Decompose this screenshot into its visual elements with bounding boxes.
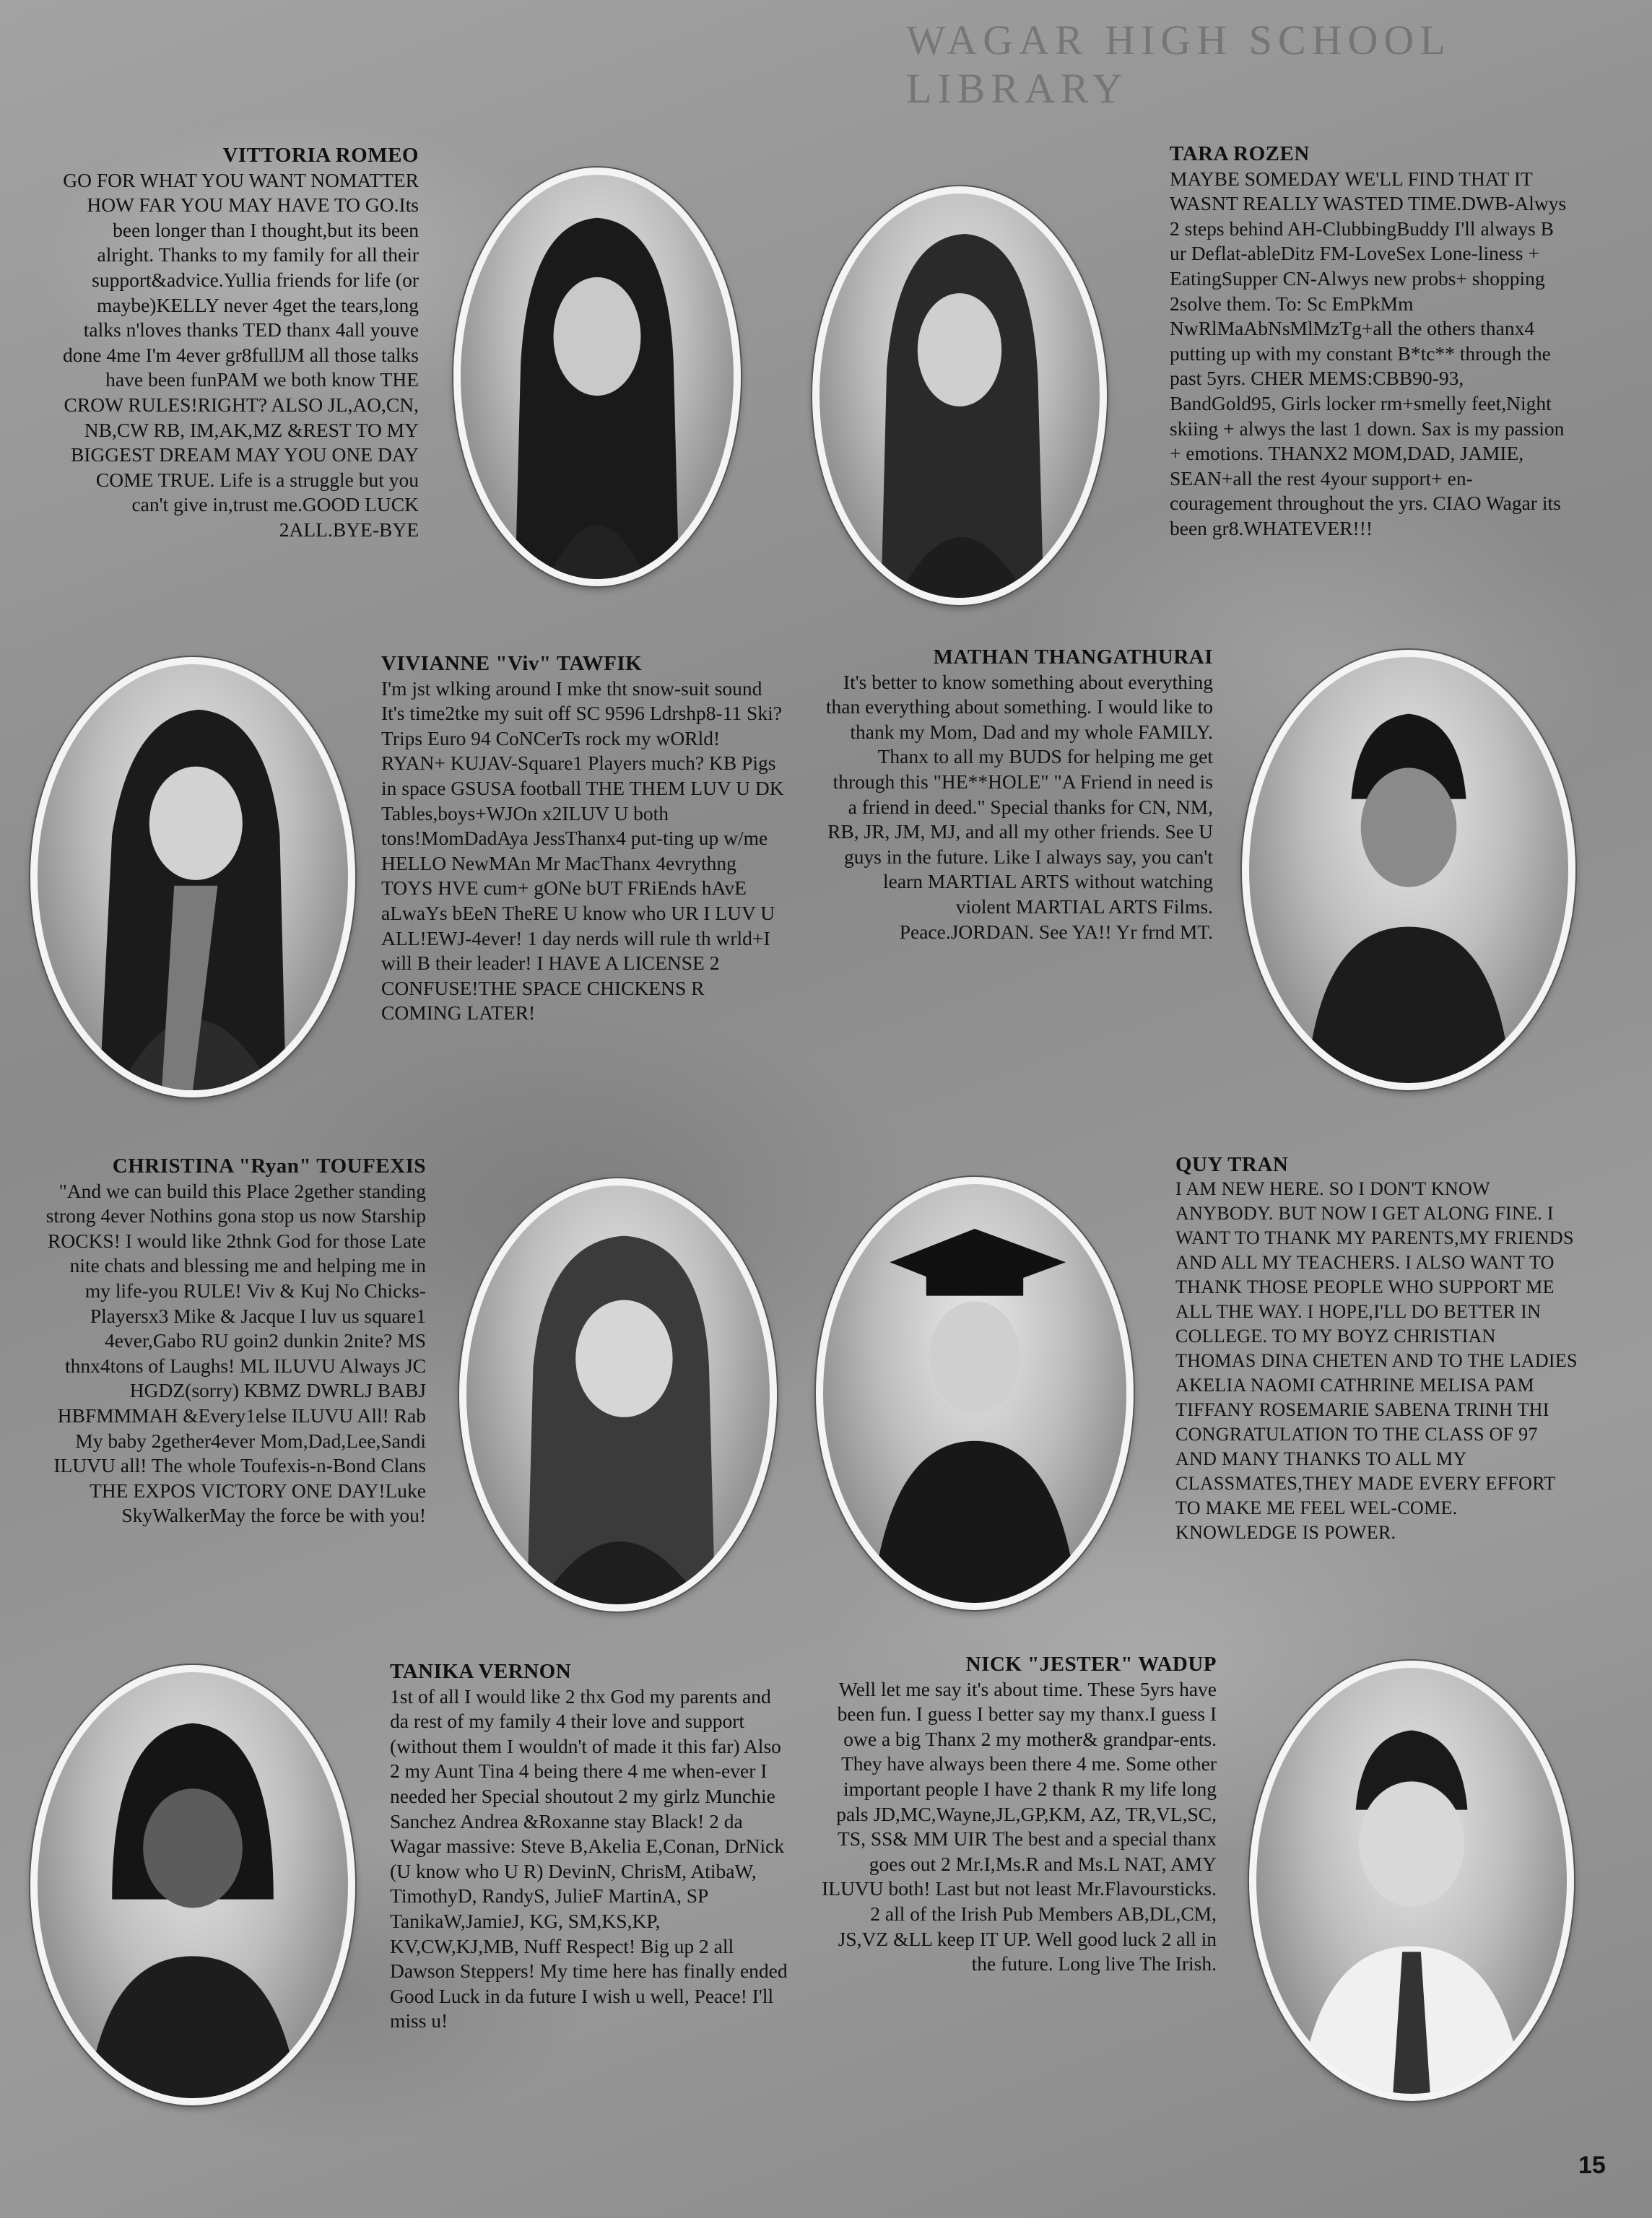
portrait-tanika-vernon <box>30 1665 355 2105</box>
page-number: 15 <box>1578 2152 1606 2179</box>
entry-vivianne-tawfik <box>381 651 786 1026</box>
student-name: QUY TRAN <box>1175 1153 1289 1176</box>
student-message: It's better to know something about everything than everything about something. I would like to thank my Mom, Dad and my whole FAMILY. Thanx to all my BUDS for helping me get through this "HE**HOLE" "A Friend in need is a friend in deed." Special thanks for CN, NM, RB, JR, JM, MJ, and all my other friends. See U guys in the future. Like I always say, you can't learn MARTIAL ARTS without watching violent MARTIAL ARTS Films. Peace.JORDAN. See YA!! Yr frnd MT. <box>825 670 1213 943</box>
entry-quy-tran <box>1175 1152 1580 1545</box>
entry-mathan-thangathurai <box>823 645 1213 944</box>
student-message: GO FOR WHAT YOU WANT NOMATTER HOW FAR YOU MAY HAVE TO GO.Its been longer than I thought,but its been alright. Thanks to my family for all their support&advice.Yullia friends for life (or maybe)KELLY never 4get the tears,long talks n'loves thanks TED thanx 4all youve done 4me I'm 4ever gr8fullJM all those talks have been funPAM we both know THE CROW RULES!RIGHT? ALSO JL,AO,CN, NB,CW RB, IM,AK,MZ &REST TO MY BIGGEST DREAM MAY YOU ONE DAY COME TRUE. Life is a struggle but you can't give in,trust me.GOOD LUCK 2ALL.BYE-BYE <box>63 168 419 541</box>
student-name: MATHAN THANGATHURAI <box>933 645 1213 669</box>
portrait-quy-tran <box>816 1177 1134 1610</box>
portrait-vivianne-tawfik <box>30 657 355 1097</box>
student-name: VIVIANNE "Viv" TAWFIK <box>381 652 643 675</box>
library-stamp: WAGAR HIGH SCHOOL LIBRARY <box>906 17 1450 112</box>
entry-vittoria-romeo <box>58 143 419 543</box>
student-name: TARA ROZEN <box>1170 142 1310 165</box>
student-message: MAYBE SOMEDAY WE'LL FIND THAT IT WASNT REALLY WASTED TIME.DWB-Alwys 2 steps behind AH-ClubbingBuddy I'll always B ur Deflat-ableDitz FM-LoveSex Lone-liness + EatingSupper CN-Alwys new probs+ shopping 2solve them. To: Sc EmPkMm NwRlMaAbNsMlMzTg+all the others thanx4 putting up with my constant B*tc** through the past 5yrs. CHER MEMS:CBB90-93, BandGold95, Girls locker rm+smelly feet,Night skiing + alwys the last 1 down. Sax is my passion + emotions. THANX2 MOM,DAD, JAMIE, SEAN+all the rest 4your support+ en-couragement throughout the yrs. CIAO Wagar its been gr8.WHATEVER!!! <box>1170 167 1567 539</box>
student-name: CHRISTINA "Ryan" TOUFEXIS <box>112 1154 426 1178</box>
portrait-tara-rozen <box>812 186 1107 605</box>
student-name: TANIKA VERNON <box>390 1660 572 1683</box>
student-message: 1st of all I would like 2 thx God my parents and da rest of my family 4 their love and support (without them I wouldn't of made it this far) Also 2 my Aunt Tina 4 being there 4 me when-ever I needed her Special shoutout 2 my girlz Munchie Sanchez Andrea &Roxanne stay Black! 2 da Wagar massive: Steve B,Akelia E,Conan, DrNick (U know who U R) DevinN, ChrisM, AtibaW, TimothyD, RandyS, JulieF MartinA, SP TanikaW,JamieJ, KG, SM,KS,KP, KV,CW,KJ,MB, Nuff Respect! Big up 2 all Dawson Steppers! My time here has finally ended Good Luck in da future I wish u well, Peace! I'll miss u! <box>390 1684 788 2032</box>
entry-tanika-vernon <box>390 1659 791 2034</box>
portrait-nick-wadup <box>1249 1661 1574 2101</box>
student-message: Well let me say it's about time. These 5yrs have been fun. I guess I better say my thanx.I guess I owe a big Thanx 2 my mother& grandpar-ents. They have always been there 4 me. Some other important people I have 2 thank R my life long pals JD,MC,Wayne,JL,GP,KM, AZ, TR,VL,SC, TS, SS& MM UIR The best and a special thanx goes out 2 Mr.I,Ms.R and Ms.L NAT, AMY ILUVU both! Last but not least Mr.Flavoursticks. 2 all of the Irish Pub Members AB,DL,CM, JS,VZ &LL keep IT UP. Well good luck 2 all in the future. Long live The Irish. <box>822 1677 1217 1975</box>
entry-tara-rozen <box>1170 142 1574 542</box>
student-name: VITTORIA ROMEO <box>222 144 419 167</box>
portrait-vittoria-romeo <box>453 168 741 586</box>
student-name: NICK "JESTER" WADUP <box>965 1653 1217 1676</box>
student-message: I AM NEW HERE. SO I DON'T KNOW ANYBODY. BUT NOW I GET ALONG FINE. I WANT TO THANK MY PARENTS,MY FRIENDS AND ALL MY TEACHERS. I ALSO WANT TO THANK THOSE PEOPLE WHO SUPPORT ME ALL THE WAY. I HOPE,I'LL DO BETTER IN COLLEGE. TO MY BOYZ CHRISTIAN THOMAS DINA CHETEN AND TO THE LADIES AKELIA NAOMI CATHRINE MELISA PAM TIFFANY ROSEMARIE SABENA TRINH THI CONGRATULATION TO THE CLASS OF 97 AND MANY THANKS TO ALL MY CLASSMATES,THEY MADE EVERY EFFORT TO MAKE ME FEEL WEL-COME. KNOWLEDGE IS POWER. <box>1175 1178 1578 1543</box>
student-message: "And we can build this Place 2gether standing strong 4ever Nothins gona stop us now Starship ROCKS! I would like 2thnk God for those Late nite chats and blessing me and helping me in my life-you RULE! Viv & Kuj No Chicks-Playersx3 Mike & Jacque I luv us square1 4ever,Gabo RU goin2 dunkin 2nite? MS thnx4tons of Laughs! ML ILUVU Always JC HGDZ(sorry) KBMZ DWRLJ BABJ HBFMMMAH &Every1else ILUVU All! Rab My baby 2gether4ever Mom,Dad,Lee,Sandi ILUVU all! The whole Toufexis-n-Bond Clans THE EXPOS VICTORY ONE DAY!Luke SkyWalkerMay the force be with you! <box>45 1179 426 1527</box>
entry-nick-wadup <box>820 1652 1217 1977</box>
entry-christina-toufexis <box>43 1154 426 1528</box>
portrait-christina-toufexis <box>459 1178 777 1612</box>
student-message: I'm jst wlking around I mke tht snow-suit sound It's time2tke my suit off SC 9596 Ldrshp8-11 Ski?Trips Euro 94 CoNCerTs rock my wORld! RYAN+ KUJAV-Square1 Players much? KB Pigs in space GSUSA football THE THEM LUV U DK Tables,boys+WJOn x2ILUV U both tons!MomDadAya JessThanx4 put-ting up w/me HELLO NewMAn Mr MacThanx 4evrythng TOYS HVE cum+ gONe bUT FRiEnds hAvE aLwaYs bEeN TheRE U know who UR I LUV U ALL!EWJ-4ever! 1 day nerds will rule th wrld+I will B their leader! I HAVE A LICENSE 2 CONFUSE!THE SPACE CHICKENS R COMING LATER! <box>381 677 784 1025</box>
portrait-mathan-thangathurai <box>1242 650 1575 1090</box>
